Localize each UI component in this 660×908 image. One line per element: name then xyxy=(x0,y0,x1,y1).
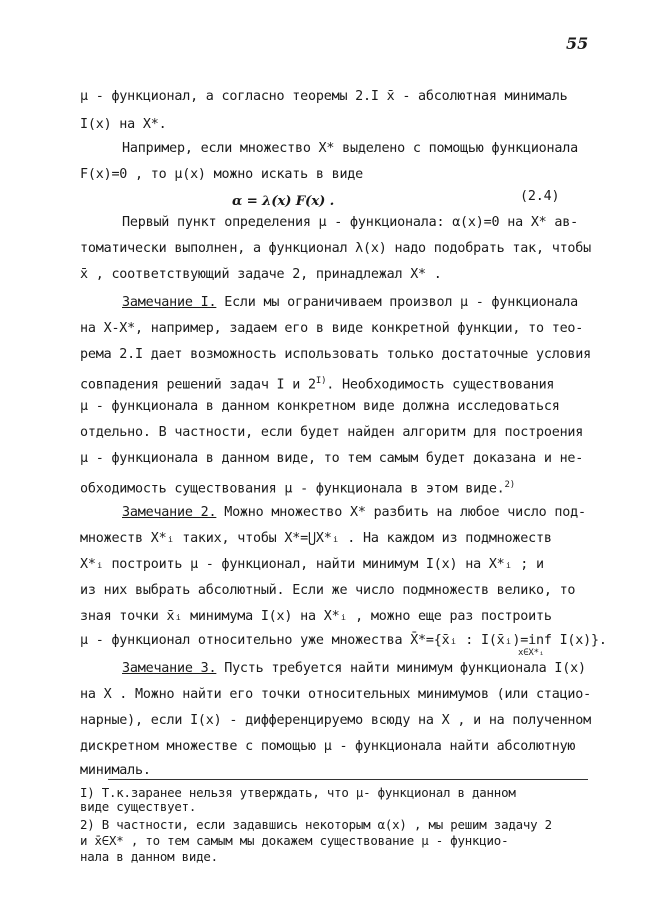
equation-number: (2.4) xyxy=(520,189,560,204)
text-line: отдельно. В частности, если будет найден алгоритм для построения xyxy=(80,425,584,440)
text-span: . Необходимость существования xyxy=(326,377,555,393)
footnote-ref: I) xyxy=(315,376,327,386)
remark-heading: Замечание 2. xyxy=(122,505,217,520)
text-span: Пусть требуется найти минимум функционала I(x) xyxy=(216,661,586,676)
footnote: нала в данном виде. xyxy=(80,849,218,864)
text-line: Например, если множество X* выделено с помощью функционала xyxy=(122,141,578,156)
text-line: на X-X*, например, задаем его в виде конкретной функции, то тео- xyxy=(80,321,584,336)
text-line: F(x)=0 , то μ(x) можно искать в виде xyxy=(80,167,364,182)
text-line xyxy=(122,504,586,522)
text-line xyxy=(80,476,515,498)
text-line: x̄ , соответствующий задаче 2, принадлежал X* . xyxy=(80,267,442,282)
text-line: X*ᵢ построить μ - функционал, найти минимум I(x) на X*ᵢ ; и xyxy=(80,557,544,572)
inf-subscript: x∈X*ᵢ xyxy=(518,648,545,658)
text-line: на X . Можно найти его точки относительных минимумов (или стацио- xyxy=(80,687,592,702)
text-line: из них выбрать абсолютный. Если же число подмножеств велико, то xyxy=(80,583,576,598)
footnote: 2) В частности, если задавшись некоторым α(x) , мы решим задачу 2 xyxy=(80,817,552,832)
text-line: томатически выполнен, а функционал λ(x) надо подобрать так, чтобы xyxy=(80,241,592,256)
text-line: рема 2.I дает возможность использовать только достаточные условия xyxy=(80,347,592,362)
text-line: Первый пункт определения μ - функционала: α(x)=0 на X* ав- xyxy=(122,215,578,230)
text-line xyxy=(80,372,554,394)
text-line: множеств X*ᵢ таких, чтобы X*=⋃X*ᵢ . На каждом из подмножеств xyxy=(80,531,552,546)
text-span: Если мы ограничиваем произвол μ - функционала xyxy=(216,295,578,310)
text-span: совпадения решений задач I и 2 xyxy=(80,377,316,393)
footnote-divider xyxy=(108,779,588,780)
footnote: I) Т.к.заранее нельзя утверждать, что μ- функционал в данном xyxy=(80,785,516,800)
remark-heading: Замечание I. xyxy=(122,295,217,310)
text-line: μ - функционал относительно уже множества X̄*={x̄ᵢ : I(x̄ᵢ)=inf I(x)}. xyxy=(80,633,607,648)
text-line: нарные), если I(x) - дифференцируемо всюду на X , и на полученном xyxy=(80,713,592,728)
remark-heading: Замечание 3. xyxy=(122,661,217,676)
text-line: дискретном множестве с помощью μ - функционала найти абсолютную xyxy=(80,739,576,754)
footnote: виде существует. xyxy=(80,799,197,814)
text-line: минималь. xyxy=(80,763,151,778)
text-line xyxy=(122,294,578,312)
text-line: I(x) на X*. xyxy=(80,117,167,132)
text-span: обходимость существования μ - функционала в этом виде. xyxy=(80,481,505,497)
page-number: 55 xyxy=(566,34,589,53)
text-line xyxy=(122,660,586,678)
footnote: и x̄∈X* , то тем самым мы докажем существование μ - функцио- xyxy=(80,833,509,848)
equation: α = λ(x) F(x) . xyxy=(232,193,335,209)
text-line: зная точки x̄ᵢ минимума I(x) на X*ᵢ , можно еще раз построить xyxy=(80,609,552,624)
text-span: Можно множество X* разбить на любое число под- xyxy=(216,505,586,520)
footnote-ref: 2) xyxy=(504,480,515,490)
text-line: μ - функционала в данном конкретном виде должна исследоваться xyxy=(80,399,560,414)
text-line: μ - функционал, а согласно теоремы 2.I x̄ - абсолютная минималь xyxy=(80,89,568,104)
text-line: μ - функционала в данном виде, то тем самым будет доказана и не- xyxy=(80,451,584,466)
